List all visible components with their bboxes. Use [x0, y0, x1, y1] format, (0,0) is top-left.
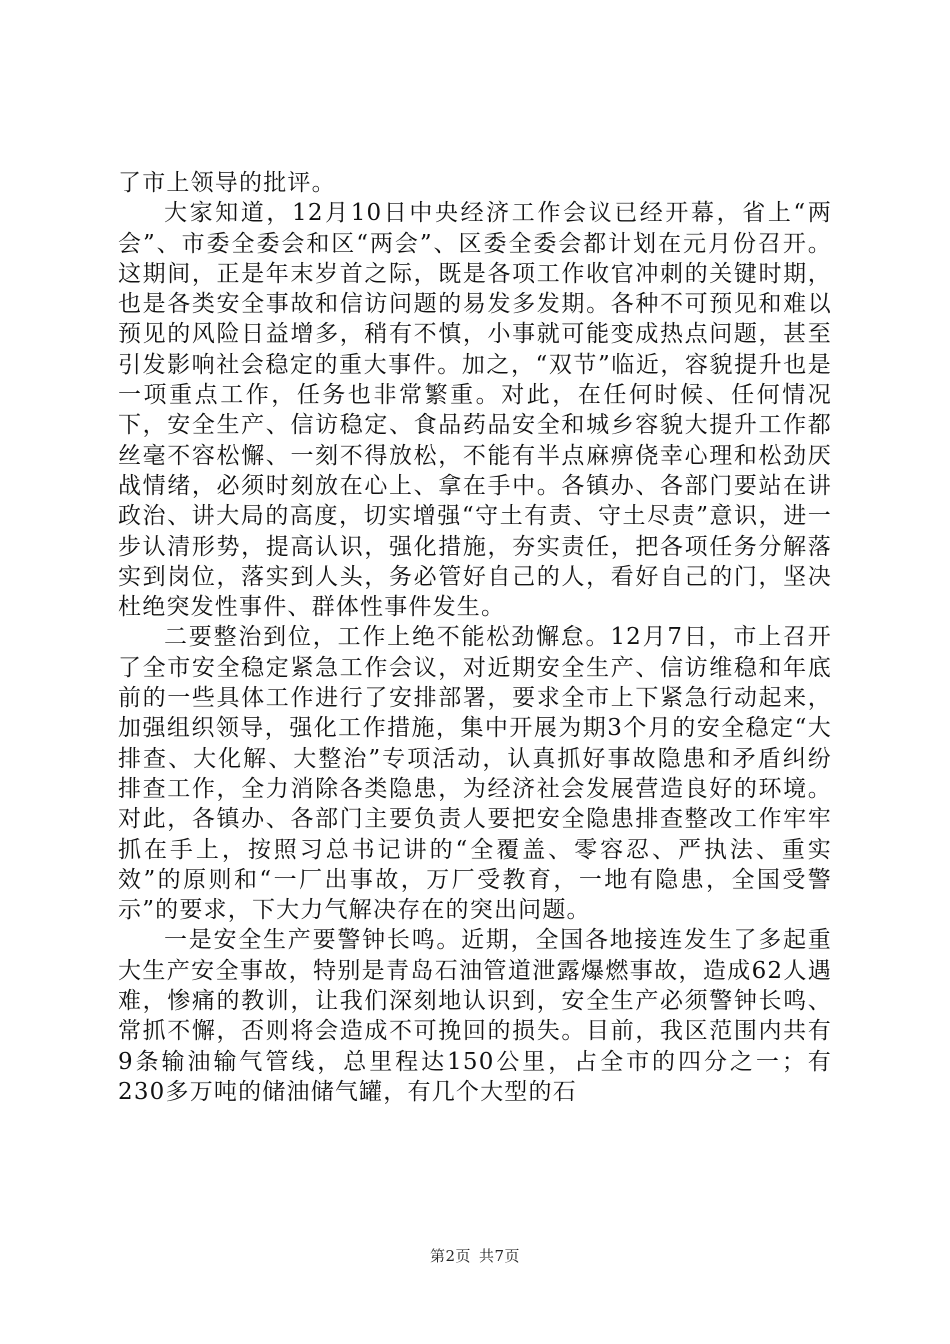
page-total: 共7页 — [479, 1247, 521, 1265]
paragraph-3: 二要整治到位，工作上绝不能松劲懈怠。12月7日，市上召开了全市安全稳定紧急工作会议，对近期安全生产、信访维稳和年底前的一些具体工作进行了安排部署，要求全市上下紧急行动起来，加强组织领导，强化工作措施，集中开展为期3个月的安全稳定“大排查、大化解、大整治”专项活动，认真抓好事故隐患和矛盾纠纷排查工作，全力消除各类隐患，为经济社会发展营造良好的环境。对此，各镇办、各部门主要负责人要把安全隐患排查整改工作牢牢抓在手上，按照习总书记讲的“全覆盖、零容忍、严执法、重实效”的原则和“一厂出事故，万厂受教育，一地有隐患，全国受警示”的要求，下大力气解决存在的突出问题。 — [118, 624, 832, 924]
paragraph-1: 了市上领导的批评。 — [118, 170, 336, 196]
paragraph-4: 一是安全生产要警钟长鸣。近期，全国各地接连发生了多起重大生产安全事故，特别是青岛石油管道泄露爆燃事故，造成62人遇难，惨痛的教训，让我们深刻地认识到，安全生产必须警钟长鸣、常抓不懈，否则将会造成不可挽回的损失。目前，我区范围内共有9条输油输气管线，总里程达150公里，占全市的四分之一；有230多万吨的储油储气罐，有几个大型的石 — [118, 927, 832, 1105]
page-number: 第2页 — [429, 1247, 471, 1265]
page-footer — [0, 1245, 950, 1266]
paragraph-2: 大家知道，12月10日中央经济工作会议已经开幕，省上“两会”、市委全委会和区“两会”、区委全委会都计划在元月份召开。这期间，正是年末岁首之际，既是各项工作收官冲刺的关键时期，也是各类安全事故和信访问题的易发多发期。各种不可预见和难以预见的风险日益增多，稍有不慎，小事就可能变成热点问题，甚至引发影响社会稳定的重大事件。加之，“双节”临近，容貌提升也是一项重点工作，任务也非常繁重。对此，在任何时候、任何情况下，安全生产、信访稳定、食品药品安全和城乡容貌大提升工作都丝毫不容松懈、一刻不得放松，不能有半点麻痹侥幸心理和松劲厌战情绪，必须时刻放在心上、拿在手中。各镇办、各部门要站在讲政治、讲大局的高度，切实增强“守土有责、守土尽责”意识，进一步认清形势，提高认识，强化措施，夯实责任，把各项任务分解落实到岗位，落实到人头，务必管好自己的人，看好自己的门，坚决杜绝突发性事件、群体性事件发生。 — [118, 200, 832, 621]
document-body — [118, 168, 832, 1107]
